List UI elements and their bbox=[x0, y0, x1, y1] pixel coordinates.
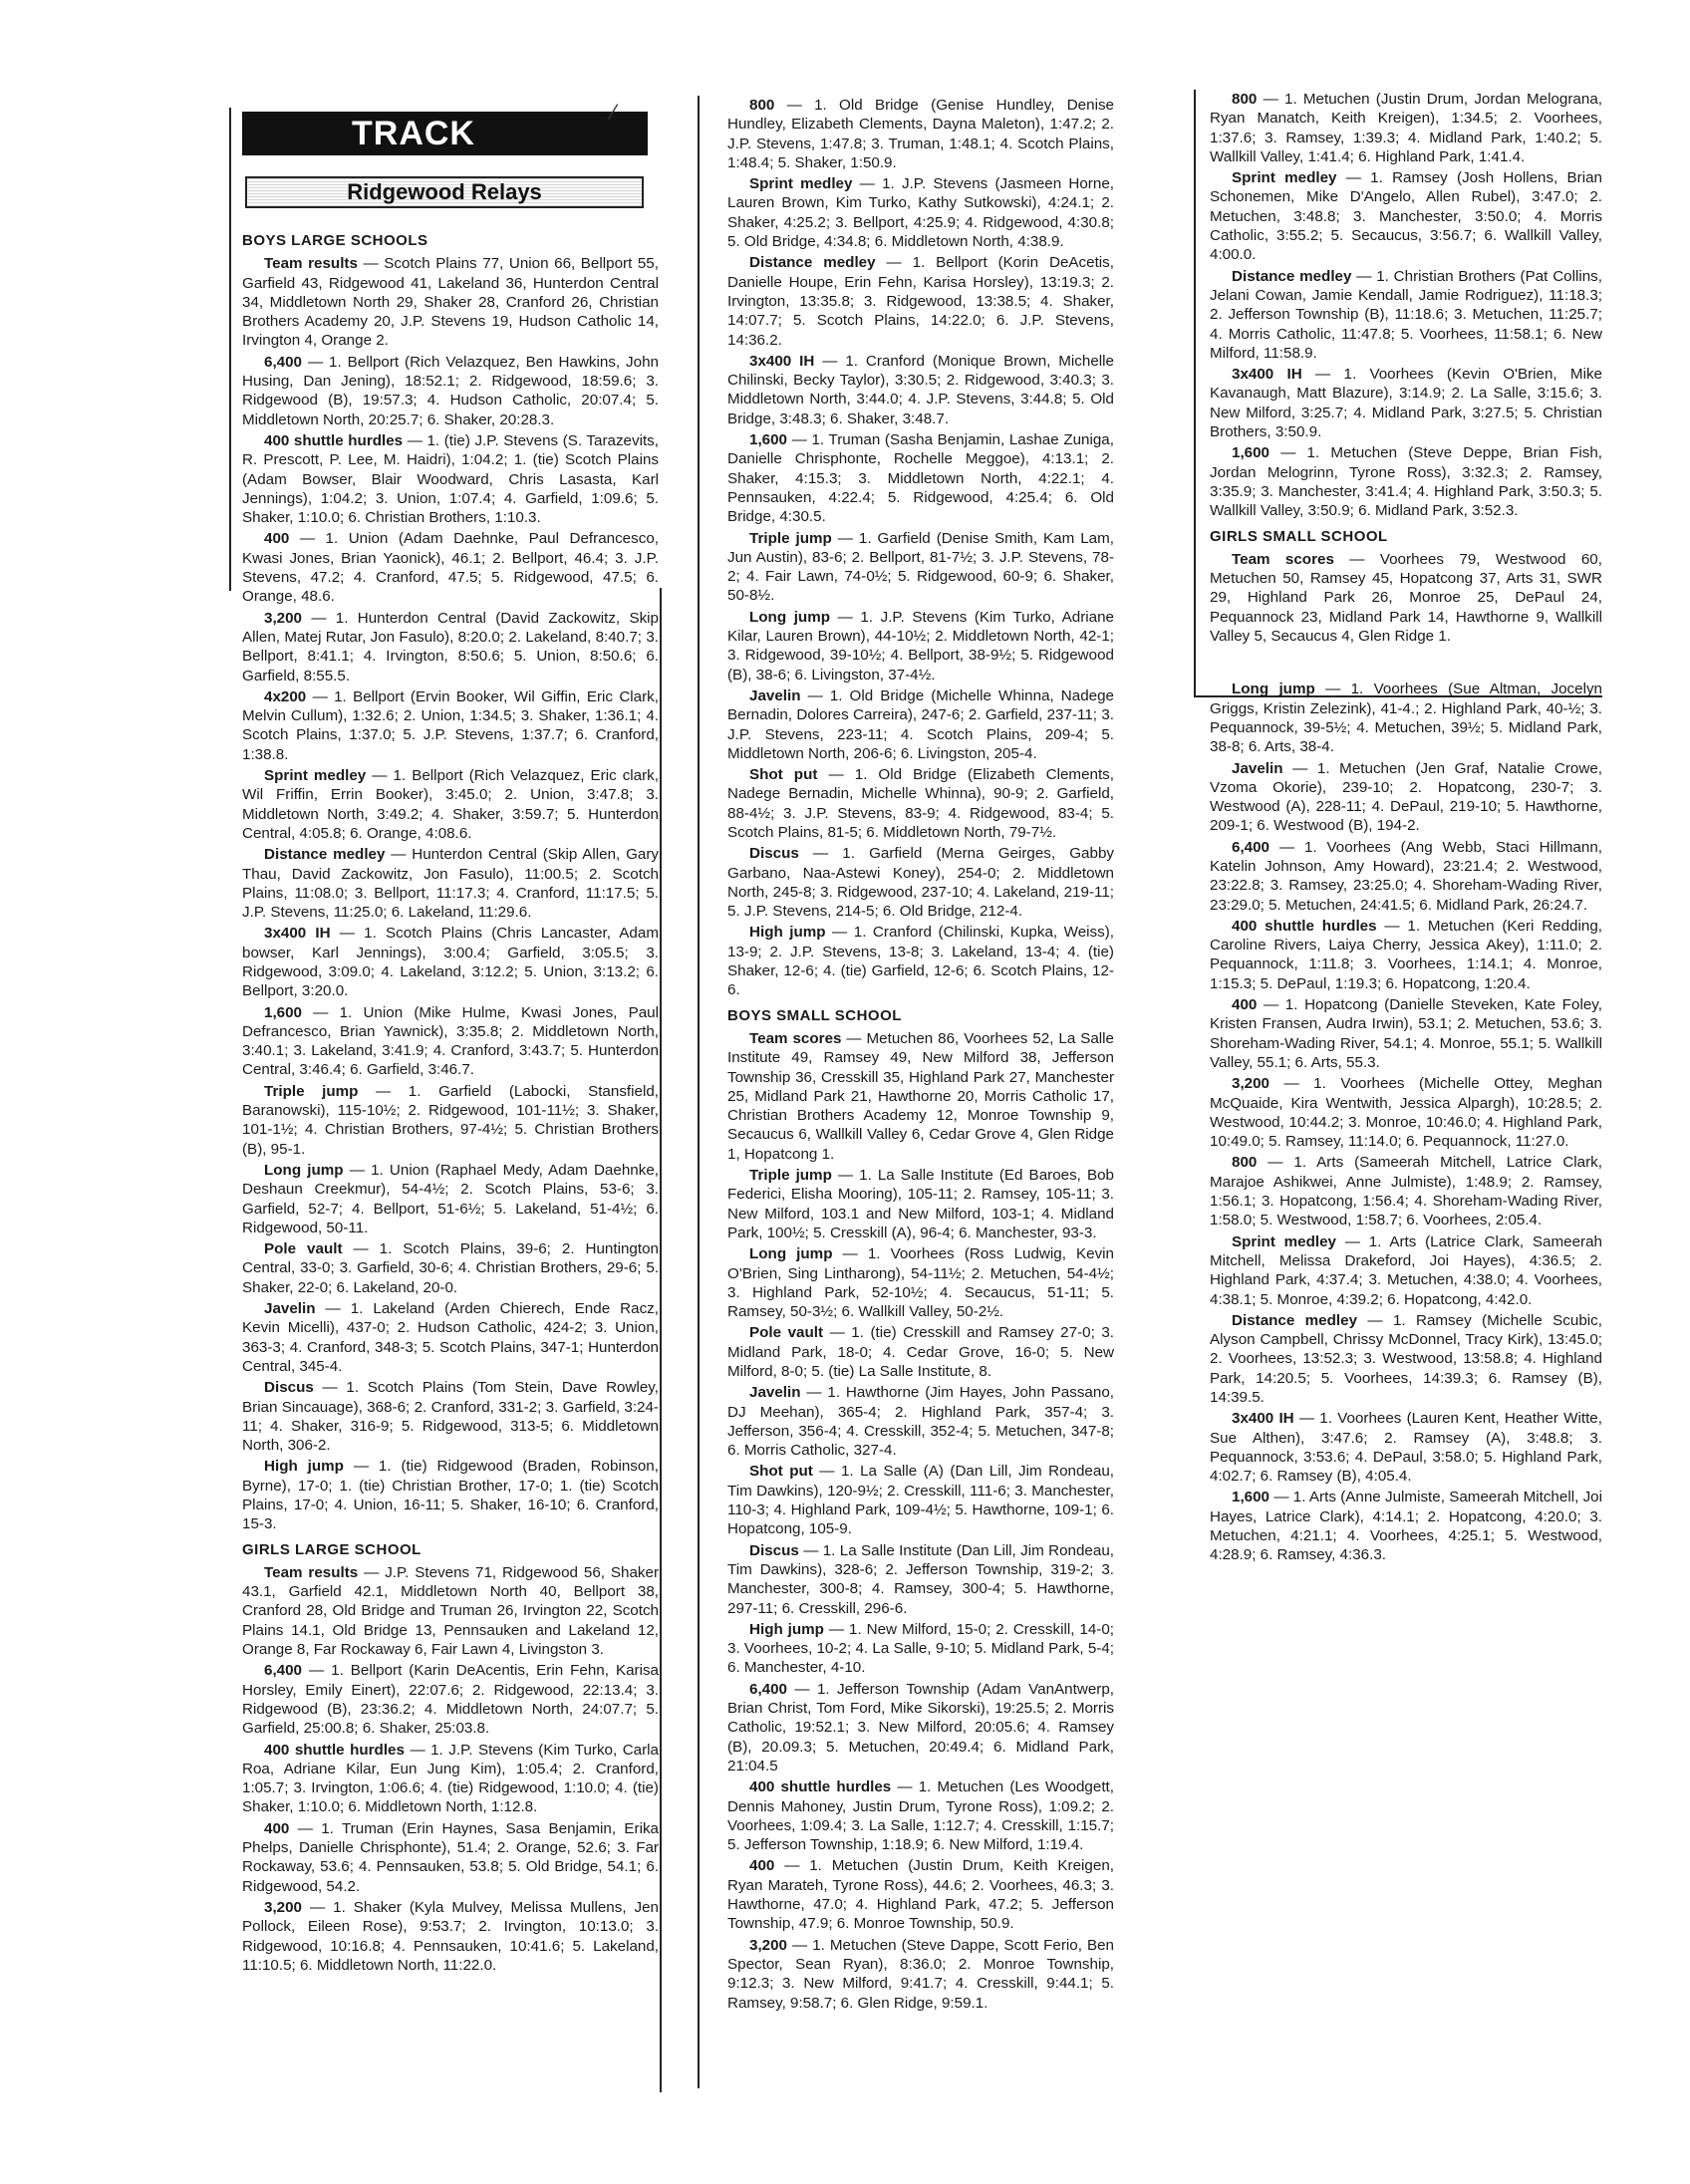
event-results-text: — 1. La Salle Institute (Ed Baroes, Bob Federici, Elisha Mooring), 105-11; 2. Ramsey, 105-11; 3. New Milford, 103.1 and New Milford, 103-1; 4. Midland Park, 100½; 5. Cresskill (A), 96-4; 6. Manchester, 93-3. bbox=[727, 1167, 1114, 1241]
event-label: 400 shuttle hurdles bbox=[749, 1778, 892, 1796]
section-heading-girls-large: GIRLS LARGE SCHOOL bbox=[242, 1540, 422, 1558]
event-label: 1,600 bbox=[1232, 444, 1270, 462]
result-paragraph bbox=[727, 1620, 1114, 1678]
result-paragraph bbox=[1210, 1409, 1602, 1486]
result-paragraph bbox=[242, 845, 659, 922]
result-paragraph bbox=[1210, 443, 1602, 520]
event-label: Triple jump bbox=[264, 1082, 359, 1100]
event-results-text: — 1. La Salle (A) (Dan Lill, Jim Rondeau, Tim Dawkins), 120-9½; 2. Cresskill, 111-6; 3. Manchester, 110-3; 4. Highland Park, 109-4½; 5. Hawthorne, 109-1; 6. Hopatcong, 105-9. bbox=[727, 1463, 1114, 1538]
result-paragraph bbox=[727, 1383, 1114, 1460]
event-results-text: — 1. Metuchen (Jen Graf, Natalie Crowe, Vzoma Okorie), 239-10; 2. Hopatcong, 230-7; 3. Westwood (A), 228-11; 4. DePaul, 219-10; 5. Hawthorne, 209-1; 6. Westwood (B), 194-2. bbox=[1210, 759, 1602, 835]
boys-large-results bbox=[242, 254, 659, 1533]
event-results-text: — 1. Union (Raphael Medy, Adam Daehnke, Deshaun Creekmur), 54-4½; 2. Scotch Plains, 53-6; 3. Garfield, 52-7; 4. Bellport, 51-6½; 5. Lakeland, 51-4½; 6. Ridgewood, 50-11. bbox=[242, 1161, 659, 1236]
result-paragraph bbox=[242, 609, 659, 685]
event-label: 6,400 bbox=[1232, 838, 1270, 856]
result-paragraph bbox=[727, 1541, 1114, 1618]
event-results-text: — 1. Ramsey (Josh Hollens, Brian Schonemen, Mike D'Angelo, Allen Rubel), 3:47.0; 2. Metuchen, 3:48.8; 3. Manchester, 3:50.0; 4. Morris Catholic, 3:55.2; 5. Secaucus, 3:56.7; 6. Wallkill Valley, 4:00.0. bbox=[1210, 169, 1602, 264]
event-results-text: — 1. (tie) J.P. Stevens (S. Tarazevits, R. Prescott, P. Lee, M. Haidri), 1:04.2; 1. (tie) Scotch Plains (Adam Bowser, Blair Woodward, Chris Lasasta, Karl Jennings), 1:04.2; 3. Union, 1:07.4; 4. Garfield, 1:09.6; 5. Shaker, 1:10.0; 6. Christian Brothers, 1:10.3. bbox=[242, 431, 659, 527]
result-paragraph bbox=[242, 1563, 659, 1659]
event-results-text: — 1. Bellport (Rich Velazquez, Eric clark, Wil Friffin, Errin Booker), 3:45.0; 2. Union, 3:47.8; 3. Middletown North, 3:49.2; 4. Shaker, 3:59.7; 5. Hunterdon Central, 4:05.8; 6. Orange, 4:08.6. bbox=[242, 767, 659, 842]
event-label: 6,400 bbox=[264, 1662, 303, 1680]
event-label: 3,200 bbox=[264, 609, 303, 627]
event-label: Team scores bbox=[749, 1029, 842, 1047]
event-results-text: — 1. Old Bridge (Genise Hundley, Denise Hundley, Elizabeth Clements, Dayna Maleton), 1:47.2; 2. J.P. Stevens, 1:47.8; 3. Truman, 1:48.1; 4. Scotch Plains, 1:48.4; 5. Shaker, 1:50.9. bbox=[727, 97, 1114, 171]
event-label: High jump bbox=[749, 924, 826, 942]
event-results-text: — 1. Voorhees (Sue Altman, Jocelyn Griggs, Kristin Zelezink), 41-4.; 2. Highland Park, 40-½; 3. Pequannock, 39-5½; 4. Metuchen, 39½; 5. Midland Park, 38-8; 6. Arts, 38-4. bbox=[1210, 681, 1602, 756]
event-label: Discus bbox=[264, 1379, 314, 1397]
event-results-text: — 1. Voorhees (Ross Ludwig, Kevin O'Brien, Sing Lintharong), 54-11½; 2. Metuchen, 54-4½; 3. Highland Park, 52-10½; 4. Secaucus, 51-11; 5. Ramsey, 50-3½; 6. Wallkill Valley, 50-2½. bbox=[727, 1245, 1114, 1321]
event-results-text: — 1. Old Bridge (Michelle Whinna, Nadege Bernadin, Dolores Carreira), 247-6; 2. Garfield, 237-11; 3. J.P. Stevens, 223-11; 4. Scotch Plains, 209-4; 5. Middletown North, 206-6; 6. Livingston, 205-4. bbox=[727, 686, 1114, 762]
result-paragraph bbox=[242, 1161, 659, 1237]
result-paragraph bbox=[727, 352, 1114, 428]
meet-title: Ridgewood Relays bbox=[347, 179, 542, 204]
event-label: 800 bbox=[749, 97, 775, 114]
event-label: 6,400 bbox=[264, 353, 303, 371]
event-label: Shot put bbox=[749, 1463, 813, 1481]
result-paragraph bbox=[727, 430, 1114, 526]
event-label: 1,600 bbox=[264, 1003, 303, 1021]
result-paragraph bbox=[242, 431, 659, 527]
event-results-text: — 1. Scotch Plains, 39-6; 2. Huntington Central, 33-0; 3. Garfield, 30-6; 4. Christian Brothers, 29-6; 5. Shaker, 22-0; 6. Lakeland, 20-0. bbox=[242, 1240, 659, 1296]
event-label: 4x200 bbox=[264, 687, 307, 705]
event-label: 800 bbox=[1232, 91, 1258, 108]
event-results-text: — 1. Scotch Plains (Chris Lancaster, Adam bowser, Karl Jennings), 3:00.4; Garfield, 3:05.5; 3. Ridgewood, 3:09.0; 4. Lakeland, 3:12.2; 5. Union, 3:13.2; 6. Bellport, 3:20.0. bbox=[242, 925, 659, 1000]
girls-large-results-cont bbox=[727, 96, 1114, 1000]
meet-title-box bbox=[245, 176, 644, 208]
result-paragraph bbox=[1210, 1311, 1602, 1407]
result-paragraph bbox=[242, 1741, 659, 1817]
banner-title: TRACK bbox=[352, 115, 475, 152]
event-label: 3x400 IH bbox=[749, 352, 815, 370]
event-results-text: — 1. Metuchen (Justin Drum, Keith Kreigen, Ryan Marateh, Tyrone Ross), 44.6; 2. Voorhees, 46.3; 3. Hawthorne, 47.0; 4. Highland Park, 47.2; 5. Jefferson Township, 47.9; 6. Monroe Township, 50.9. bbox=[727, 1857, 1114, 1933]
result-paragraph bbox=[727, 96, 1114, 172]
event-label: 400 bbox=[749, 1857, 775, 1875]
event-results-text: — 1. Union (Adam Daehnke, Paul Defrancesco, Kwasi Jones, Brian Yaonick), 46.1; 2. Bellport, 46.4; 3. J.P. Stevens, 47.2; 4. Cranford, 47.5; 5. Ridgewood, 47.5; 6. Orange, 48.6. bbox=[242, 530, 659, 606]
event-results-text: — J.P. Stevens 71, Ridgewood 56, Shaker 43.1, Garfield 42.1, Middletown North 40, Bellport 38, Cranford 28, Old Bridge and Truman 26, Irvington 22, Scotch Plains 14.1, Old Bridge 13, Pennsauken and Lakeland 12, Orange 8, Far Rockaway 6, Fair Lawn 4, Livingston 3. bbox=[242, 1563, 659, 1659]
result-paragraph bbox=[727, 608, 1114, 684]
event-results-text: — 1. La Salle Institute (Dan Lill, Jim Rondeau, Tim Dawkins), 328-6; 2. Jefferson Township, 319-2; 3. Manchester, 300-8; 4. Ramsey, 300-4; 5. Hawthorne, 297-11; 6. Cresskill, 296-6. bbox=[727, 1541, 1114, 1617]
result-paragraph bbox=[727, 923, 1114, 999]
event-label: Shot put bbox=[749, 766, 818, 784]
event-results-text: — 1. (tie) Ridgewood (Braden, Robinson, Byrne), 17-0; 1. (tie) Christian Brother, 17-0; 1. (tie) Scotch Plains, 17-0; 4. Union, 16-11; 5. Shaker, 16-10; 6. Cranford, 15-3. bbox=[242, 1458, 659, 1533]
result-paragraph bbox=[242, 1378, 659, 1455]
event-label: Long jump bbox=[264, 1161, 344, 1179]
event-results-text: — 1. Metuchen (Steve Dappe, Scott Ferio, Ben Spector, Sean Ryan), 8:36.0; 2. Monroe Township, 9:12.3; 3. New Milford, 9:41.7; 4. Cresskill, 9:44.1; 5. Ramsey, 9:58.7; 6. Glen Ridge, 9:59.1. bbox=[727, 1936, 1114, 2012]
event-results-text: — 1. Metuchen (Les Woodgett, Dennis Mahoney, Justin Drum, Tyrone Ross), 1:09.2; 2. Voorhees, 1:09.4; 3. La Salle, 1:12.7; 4. Cresskill, 1:15.7; 5. Jefferson Township, 1:18.9; 6. New Milford, 1:19.4. bbox=[727, 1778, 1114, 1854]
event-results-text: — 1. Bellport (Rich Velazquez, Ben Hawkins, John Husing, Dan Jening), 18:52.1; 2. Ridgewood, 18:59.6; 3. Ridgewood (B), 19:57.3; 4. Hudson Catholic, 20:07.4; 5. Middletown North, 20:25.7; 6. Shaker, 20:28.3. bbox=[242, 353, 659, 428]
event-results-text: — 1. Old Bridge (Elizabeth Clements, Nadege Bernadin, Michelle Whinna), 90-9; 2. Garfield, 88-4½; 3. J.P. Stevens, 83-9; 4. Ridgewood, 83-4; 5. Scotch Plains, 81-5; 6. Middletown North, 79-7½. bbox=[727, 766, 1114, 841]
pen-mark: ⁄ bbox=[612, 100, 616, 125]
result-paragraph bbox=[727, 765, 1114, 842]
result-paragraph bbox=[1210, 365, 1602, 441]
result-paragraph bbox=[1210, 995, 1602, 1072]
event-results-text: — 1. J.P. Stevens (Kim Turko, Carla Roa, Adriane Kilar, Eun Jung Kim), 1:05.4; 2. Cranford, 1:05.7; 3. Irvington, 1:06.6; 4. (tie) Ridgewood, 1:10.0; 4. (tie) Shaker, 1:10.0; 6. Middletown North, 1:12.8. bbox=[242, 1741, 659, 1816]
result-paragraph bbox=[727, 1777, 1114, 1854]
section-heading-boys-small: BOYS SMALL SCHOOL bbox=[727, 1006, 902, 1024]
event-results-text: — 1. Truman (Sasha Benjamin, Lashae Zuniga, Danielle Chrisphonte, Rochelle Meggoe), 4:13.1; 2. Shaker, 4:15.3; 3. Middletown North, 4:22.1; 4. Pennsauken, 4:22.4; 5. Ridgewood, 4:25.4; 6. Old Bridge, 4:30.5. bbox=[727, 431, 1114, 526]
result-paragraph bbox=[727, 1936, 1114, 2013]
event-results-text: — 1. (tie) Cresskill and Ramsey 27-0; 3. Midland Park, 18-0; 4. Cedar Grove, 16-0; 5. New Milford, 8-0; 5. (tie) La Salle Institute, 8. bbox=[727, 1324, 1114, 1380]
event-results-text: — Scotch Plains 77, Union 66, Bellport 55, Garfield 43, Ridgewood 41, Lakeland 36, Hunterdon Central 34, Middletown North 29, Shaker 28, Cranford 26, Christian Brothers Academy 20, J.P. Stevens 19, Hudson Catholic 14, Irvington 4, Orange 2. bbox=[242, 255, 659, 350]
result-paragraph bbox=[242, 687, 659, 764]
column-rule-right bbox=[1194, 90, 1196, 697]
result-paragraph bbox=[1210, 1488, 1602, 1564]
event-label: Triple jump bbox=[749, 1167, 832, 1185]
event-results-text: — 1. Scotch Plains (Tom Stein, Dave Rowley, Brian Sincauage), 368-6; 2. Cranford, 331-2; 3. Garfield, 3:24-11; 4. Shaker, 316-9; 5. Ridgewood, 313-5; 6. Middletown North, 306-2. bbox=[242, 1379, 659, 1455]
result-paragraph bbox=[242, 529, 659, 606]
result-paragraph bbox=[1210, 1153, 1602, 1229]
column-rule-mid-a bbox=[660, 588, 662, 2092]
event-label: Sprint medley bbox=[264, 767, 367, 785]
result-paragraph bbox=[242, 254, 659, 350]
result-paragraph bbox=[727, 1856, 1114, 1933]
event-label: Sprint medley bbox=[1232, 169, 1337, 187]
event-results-text: — 1. J.P. Stevens (Jasmeen Horne, Lauren Brown, Kim Turko, Kathy Sutkowski), 4:24.1; 2. Shaker, 4:25.2; 3. Bellport, 4:25.9; 4. Ridgewood, 4:30.8; 5. Old Bridge, 4:34.8; 6. Middletown North, 4:38.9. bbox=[727, 175, 1114, 251]
section-heading-boys-large: BOYS LARGE SCHOOLS bbox=[242, 232, 428, 249]
event-label: Long jump bbox=[749, 608, 830, 626]
result-paragraph bbox=[727, 844, 1114, 921]
event-results-text: — 1. New Milford, 15-0; 2. Cresskill, 14-0; 3. Voorhees, 10-2; 4. La Salle, 9-10; 5. Midland Park, 5-4; 6. Manchester, 4-10. bbox=[727, 1620, 1114, 1677]
event-label: 3,200 bbox=[749, 1936, 788, 1954]
event-label: Distance medley bbox=[1232, 1311, 1358, 1329]
event-results-text: — 1. Voorhees (Michelle Ottey, Meghan McQuaide, Kira Wentwith, Jessica Alpargh), 10:28.5; 2. Westwood, 10:44.2; 3. Monroe, 10:46.0; 4. Highland Park, 10:49.0; 5. Ramsey, 11:14.0; 6. Pequannock, 11:27.0. bbox=[1210, 1075, 1602, 1151]
event-label: 3,200 bbox=[264, 1898, 303, 1916]
event-label: Discus bbox=[749, 845, 799, 863]
column-2 bbox=[727, 96, 1114, 2015]
event-label: 400 shuttle hurdles bbox=[264, 1741, 405, 1759]
event-label: Sprint medley bbox=[749, 175, 853, 193]
event-label: Javelin bbox=[749, 686, 801, 704]
event-label: Discus bbox=[749, 1541, 799, 1559]
result-paragraph bbox=[1210, 838, 1602, 915]
result-paragraph bbox=[242, 1457, 659, 1533]
event-results-text: — 1. Hopatcong (Danielle Steveken, Kate Foley, Kristen Fransen, Audra Irwin), 53.1; 2. Metuchen, 53.6; 3. Shoreham-Wading River, 54.1; 4. Monroe, 55.1; 5. Wallkill Valley, 55.1; 6. Arts, 55.3. bbox=[1210, 996, 1602, 1071]
event-results-text: — 1. Truman (Erin Haynes, Sasa Benjamin, Erika Phelps, Danielle Chrisphonte), 51.4; 2. Orange, 52.6; 3. Far Rockaway, 53.6; 4. Pennsauken, 53.8; 5. Old Bridge, 54.1; 6. Ridgewood, 54.2. bbox=[242, 1819, 659, 1895]
event-results-text: — 1. Voorhees (Lauren Kent, Heather Witte, Sue Althen), 3:47.6; 2. Ramsey (A), 3:48.8; 3. Pequannock, 3:53.6; 4. DePaul, 3:58.0; 5. Highland Park, 4:02.7; 6. Ramsey (B), 4:05.4. bbox=[1210, 1410, 1602, 1486]
result-paragraph bbox=[1210, 917, 1602, 993]
event-label: High jump bbox=[749, 1620, 824, 1638]
result-paragraph bbox=[727, 686, 1114, 763]
event-label: Team scores bbox=[1232, 550, 1334, 568]
boys-small-results-cont bbox=[1210, 90, 1602, 521]
event-label: Team results bbox=[264, 255, 358, 273]
event-results-text: — 1. Voorhees (Ang Webb, Staci Hillmann, Katelin Johnson, Amy Howard), 23:21.4; 2. Westwood, 23:22.8; 3. Ramsey, 23:25.0; 4. Shoreham-Wading River, 23:29.0; 5. Metuchen, 24:41.5; 6. Midland Park, 26:24.7. bbox=[1210, 838, 1602, 914]
event-results-text: — 1. Hunterdon Central (David Zackowitz, Skip Allen, Matej Rutar, Jon Fasulo), 8:20.0; 2. Lakeland, 8:40.7; 3. Bellport, 8:41.1; 4. Irvington, 8:50.6; 5. Union, 8:50.6; 6. Garfield, 8:55.5. bbox=[242, 609, 659, 684]
result-paragraph bbox=[1210, 550, 1602, 646]
event-results-text: — 1. Cranford (Monique Brown, Michelle Chilinski, Becky Taylor), 3:30.5; 2. Ridgewood, 3:40.3; 3. Middletown North, 3:44.0; 4. J.P. Stevens, 3:44.8; 5. Old Bridge, 3:48.3; 6. Shaker, 3:48.7. bbox=[727, 352, 1114, 427]
event-results-text: — 1. J.P. Stevens (Kim Turko, Adriane Kilar, Lauren Brown), 44-10½; 2. Middletown North, 42-1; 3. Ridgewood, 39-10½; 4. Bellport, 38-9½; 5. Ridgewood (B), 38-6; 6. Livingston, 37-4½. bbox=[727, 608, 1114, 683]
event-results-text: — 1. Arts (Latrice Clark, Sameerah Mitchell, Melissa Drakeford, Joi Hayes), 4:36.5; 2. Highland Park, 4:37.4; 3. Metuchen, 4:38.0; 4. Voorhees, 4:38.1; 5. Monroe, 4:39.2; 6. Hopatcong, 4:42.0. bbox=[1210, 1232, 1602, 1308]
girls-small-team-scores bbox=[1210, 550, 1602, 646]
event-label: Pole vault bbox=[749, 1324, 824, 1342]
event-label: 400 shuttle hurdles bbox=[1232, 917, 1377, 935]
event-label: Long jump bbox=[1232, 681, 1315, 698]
event-results-text: — 1. Voorhees (Kevin O'Brien, Mike Kavanaugh, Matt Blazure), 3:14.9; 2. La Salle, 3:15.6; 3. New Milford, 3:25.7; 4. Midland Park, 3:27.5; 5. Christian Brothers, 3:50.9. bbox=[1210, 366, 1602, 441]
event-results-text: — 1. Metuchen (Steve Deppe, Brian Fish, Jordan Melogrinn, Tyrone Ross), 3:32.3; 2. Ramsey, 3:35.9; 3. Manchester, 3:41.4; 4. Highland Park, 3:50.3; 5. Wallkill Valley, 3:50.9; 6. Midland Park, 3:52.3. bbox=[1210, 444, 1602, 520]
event-results-text: — 1. Bellport (Korin DeAcetis, Danielle Houpe, Erin Fehn, Karisa Horsley), 13:19.3; 2. Irvington, 13:35.8; 3. Ridgewood, 13:38.5; 4. Shaker, 14:07.7; 5. Scotch Plains, 14:22.0; 6. J.P. Stevens, 14:36.2. bbox=[727, 254, 1114, 349]
event-label: 3,200 bbox=[1232, 1075, 1270, 1093]
event-label: 6,400 bbox=[749, 1680, 788, 1698]
column-3 bbox=[1210, 90, 1602, 1567]
event-results-text: — 1. Jefferson Township (Adam VanAntwerp, Brian Christ, Tom Ford, Mike Sikorski), 19:25.5; 2. Morris Catholic, 19:52.1; 3. New Milford, 20:05.6; 4. Ramsey (B), 20.09.3; 5. Metuchen, 20:49.4; 6. Midland Park, 21:04.5 bbox=[727, 1680, 1114, 1774]
event-label: High jump bbox=[264, 1458, 344, 1476]
event-label: Team results bbox=[264, 1563, 359, 1581]
result-paragraph bbox=[1210, 1232, 1602, 1309]
result-paragraph bbox=[727, 1166, 1114, 1242]
event-label: 400 bbox=[264, 530, 290, 548]
event-results-text: — 1. Arts (Sameerah Mitchell, Latrice Clark, Marajoe Ashikwei, Anne Julmiste), 1:48.9; 2. Ramsey, 1:56.1; 3. Hopatcong, 1:56.4; 4. Shoreham-Wading River, 1:58.0; 5. Westwood, 1:58.7; 6. Voorhees, 2:05.4. bbox=[1210, 1154, 1602, 1229]
event-label: Sprint medley bbox=[1232, 1232, 1336, 1250]
event-label: 400 bbox=[1232, 996, 1258, 1014]
girls-small-results bbox=[1210, 680, 1602, 1564]
event-label: Long jump bbox=[749, 1245, 833, 1263]
event-results-text: — 1. Garfield (Labocki, Stansfield, Baranowski), 115-10½; 2. Ridgewood, 101-11½; 3. Shaker, 101-1½; 4. Christian Brothers, 97-4½; 5. Christian Brothers (B), 95-1. bbox=[242, 1082, 659, 1158]
event-results-text: — 1. Garfield (Merna Geirges, Gabby Garbano, Naa-Astewi Koney), 254-0; 2. Middletown North, 245-8; 3. Ridgewood, 237-10; 4. Lakeland, 219-11; 5. J.P. Stevens, 214-5; 6. Old Bridge, 212-4. bbox=[727, 845, 1114, 921]
event-results-text: — Hunterdon Central (Skip Allen, Gary Thau, David Zackowitz, Jon Fasulo), 11:00.5; 2. Scotch Plains, 11:08.0; 3. Bellport, 11:17.3; 4. Cranford, 11:17.5; 5. J.P. Stevens, 11:25.0; 6. Lakeland, 11:29.6. bbox=[242, 846, 659, 922]
result-paragraph bbox=[727, 1244, 1114, 1321]
result-paragraph bbox=[727, 529, 1114, 606]
event-results-text: — Metuchen 86, Voorhees 52, La Salle Institute 49, Ramsey 49, New Milford 38, Jefferson Township 36, Cresskill 35, Highland Park 27, Manchester 25, Midland Park 21, Hawthorne 20, Morris Catholic 17, Christian Brothers Academy 12, Monroe Township 9, Secaucus 6, Wallkill Valley 6, Cedar Grove 4, Glen Ridge 1, Hopatcong 1. bbox=[727, 1029, 1114, 1163]
event-results-text: — 1. Arts (Anne Julmiste, Sameerah Mitchell, Joi Hayes, Latrice Clark), 4:14.1; 2. Hopatcong, 4:20.0; 3. Metuchen, 4:21.1; 4. Voorhees, 4:25.1; 5. Westwood, 4:28.9; 6. Ramsey, 4:36.3. bbox=[1210, 1489, 1602, 1564]
boys-small-results bbox=[727, 1029, 1114, 2013]
result-paragraph bbox=[1210, 680, 1602, 756]
result-paragraph bbox=[727, 253, 1114, 349]
event-results-text: — Voorhees 79, Westwood 60, Metuchen 50, Ramsey 45, Hopatcong 37, Arts 31, SWR 29, Highland Park 26, Monroe 25, DePaul 24, Pequannock 23, Midland Park 14, Hawthorne 9, Wallkill Valley 5, Secaucus 4, Glen Ridge 1. bbox=[1210, 550, 1602, 646]
event-results-text: — 1. Garfield (Denise Smith, Kam Lam, Jun Austin), 83-6; 2. Bellport, 81-7½; 3. J.P. Stevens, 78-2; 4. Fair Lawn, 74-0½; 5. Ridgewood, 60-9; 6. Shaker, 50-8½. bbox=[727, 529, 1114, 605]
event-label: Pole vault bbox=[264, 1240, 343, 1258]
event-label: 1,600 bbox=[749, 431, 788, 449]
result-paragraph bbox=[1210, 168, 1602, 264]
result-paragraph bbox=[1210, 267, 1602, 363]
result-paragraph bbox=[727, 1680, 1114, 1775]
event-label: 3x400 IH bbox=[1232, 366, 1302, 384]
section-banner bbox=[242, 112, 648, 155]
result-paragraph bbox=[242, 353, 659, 429]
result-paragraph bbox=[727, 1462, 1114, 1538]
event-label: Distance medley bbox=[749, 254, 876, 272]
event-label: Distance medley bbox=[1232, 267, 1352, 285]
result-paragraph bbox=[727, 1029, 1114, 1164]
result-paragraph bbox=[242, 1003, 659, 1080]
section-heading-girls-small: GIRLS SMALL SCHOOL bbox=[1210, 527, 1388, 545]
event-label: Javelin bbox=[749, 1384, 801, 1402]
event-results-text: — 1. Shaker (Kyla Mulvey, Melissa Mullens, Jen Pollock, Eileen Rose), 9:53.7; 2. Irvington, 10:13.0; 3. Ridgewood, 10:16.8; 4. Pennsauken, 10:41.6; 5. Lakeland, 11:10.5; 6. Middletown North, 11:22.0. bbox=[242, 1898, 659, 1974]
event-results-text: — 1. Bellport (Karin DeAcentis, Erin Fehn, Karisa Horsley, Emily Einert), 22:07.6; 2. Ridgewood, 22:13.4; 3. Ridgewood (B), 23:36.2; 4. Middletown North, 24:07.7; 5. Garfield, 25:00.8; 6. Shaker, 25:03.8. bbox=[242, 1662, 659, 1738]
column-gap bbox=[1210, 648, 1602, 680]
event-label: Distance medley bbox=[264, 846, 386, 864]
result-paragraph bbox=[242, 1299, 659, 1376]
event-label: 400 bbox=[264, 1819, 290, 1837]
event-label: Javelin bbox=[264, 1300, 316, 1318]
event-results-text: — 1. Christian Brothers (Pat Collins, Jelani Cowan, Jamie Kendall, Jamie Rodriguez), 11:18.3; 2. Jefferson Township (B), 11:18.6; 3. Metuchen, 11:25.7; 4. Morris Catholic, 11:47.8; 5. Voorhees, 11:58.1; 6. New Milford, 11:58.9. bbox=[1210, 267, 1602, 362]
result-paragraph bbox=[727, 1323, 1114, 1381]
event-results-text: — 1. Hawthorne (Jim Hayes, John Passano, DJ Meehan), 365-4; 2. Highland Park, 357-4; 3. Jefferson, 356-4; 4. Cresskill, 352-4; 5. Metuchen, 347-8; 6. Morris Catholic, 327-4. bbox=[727, 1384, 1114, 1460]
event-results-text: — 1. Union (Mike Hulme, Kwasi Jones, Paul Defrancesco, Brian Yawnick), 3:35.8; 2. Middletown North, 3:40.1; 3. Lakeland, 3:41.9; 4. Cranford, 3:43.7; 5. Hunterdon Central, 3:46.4; 6. Garfield, 3:46.7. bbox=[242, 1003, 659, 1079]
result-paragraph bbox=[242, 1239, 659, 1297]
result-paragraph bbox=[1210, 1074, 1602, 1151]
event-label: 400 shuttle hurdles bbox=[264, 431, 404, 449]
event-results-text: — 1. Metuchen (Justin Drum, Jordan Melograna, Ryan Manatch, Keith Kreigen), 1:34.5; 2. Voorhees, 1:37.6; 3. Ramsey, 1:39.3; 4. Midland Park, 1:40.2; 5. Wallkill Valley, 1:41.4; 6. Highland Park, 1:41.4. bbox=[1210, 91, 1602, 165]
result-paragraph bbox=[242, 766, 659, 843]
result-paragraph bbox=[242, 1661, 659, 1738]
event-label: 1,600 bbox=[1232, 1489, 1270, 1506]
column-1 bbox=[242, 225, 659, 1977]
event-label: 800 bbox=[1232, 1154, 1258, 1172]
column-rule-left bbox=[229, 108, 231, 591]
result-paragraph bbox=[1210, 759, 1602, 836]
event-label: 3x400 IH bbox=[264, 925, 331, 943]
event-results-text: — 1. Bellport (Ervin Booker, Wil Giffin, Eric Clark, Melvin Cullum), 1:32.6; 2. Union, 1:34.5; 3. Shaker, 1:36.1; 4. Scotch Plains, 1:37.0; 5. J.P. Stevens, 1:37.7; 6. Cranford, 1:38.8. bbox=[242, 687, 659, 763]
girls-large-results bbox=[242, 1563, 659, 1975]
column-rule-mid-b bbox=[698, 96, 700, 2088]
event-results-text: — 1. Metuchen (Keri Redding, Caroline Rivers, Laiya Cherry, Jessica Akey), 1:11.0; 2. Pequannock, 1:11.8; 3. Voorhees, 1:14.1; 4. Monroe, 1:15.3; 5. DePaul, 1:19.3; 6. Hopatcong, 1:20.4. bbox=[1210, 917, 1602, 992]
result-paragraph bbox=[242, 1819, 659, 1896]
event-label: Javelin bbox=[1232, 759, 1283, 777]
event-label: Triple jump bbox=[749, 529, 832, 547]
event-results-text: — 1. Ramsey (Michelle Scubic, Alyson Campbell, Chrissy McDonnel, Tracy Kirk), 13:45.0; 2. Voorhees, 13:52.3; 3. Westwood, 13:58.8; 4. Highland Park, 14:20.5; 5. Voorhees, 14:39.3; 6. Ramsey (B), 14:39.5. bbox=[1210, 1311, 1602, 1406]
result-paragraph bbox=[242, 1898, 659, 1975]
result-paragraph bbox=[242, 1082, 659, 1159]
result-paragraph bbox=[242, 924, 659, 1000]
event-label: 3x400 IH bbox=[1232, 1410, 1294, 1428]
result-paragraph bbox=[727, 174, 1114, 251]
result-paragraph bbox=[1210, 90, 1602, 166]
event-results-text: — 1. Cranford (Chilinski, Kupka, Weiss), 13-9; 2. J.P. Stevens, 13-8; 3. Lakeland, 13-4; 4. (tie) Shaker, 12-6; 4. (tie) Garfield, 12-6; 6. Scotch Plains, 12-6. bbox=[727, 924, 1114, 999]
event-results-text: — 1. Lakeland (Arden Chierech, Ende Racz, Kevin Micelli), 437-0; 2. Hudson Catholic, 424-2; 3. Union, 363-3; 4. Cranford, 348-3; 5. Scotch Plains, 347-1; Hunterdon Central, 345-4. bbox=[242, 1300, 659, 1375]
